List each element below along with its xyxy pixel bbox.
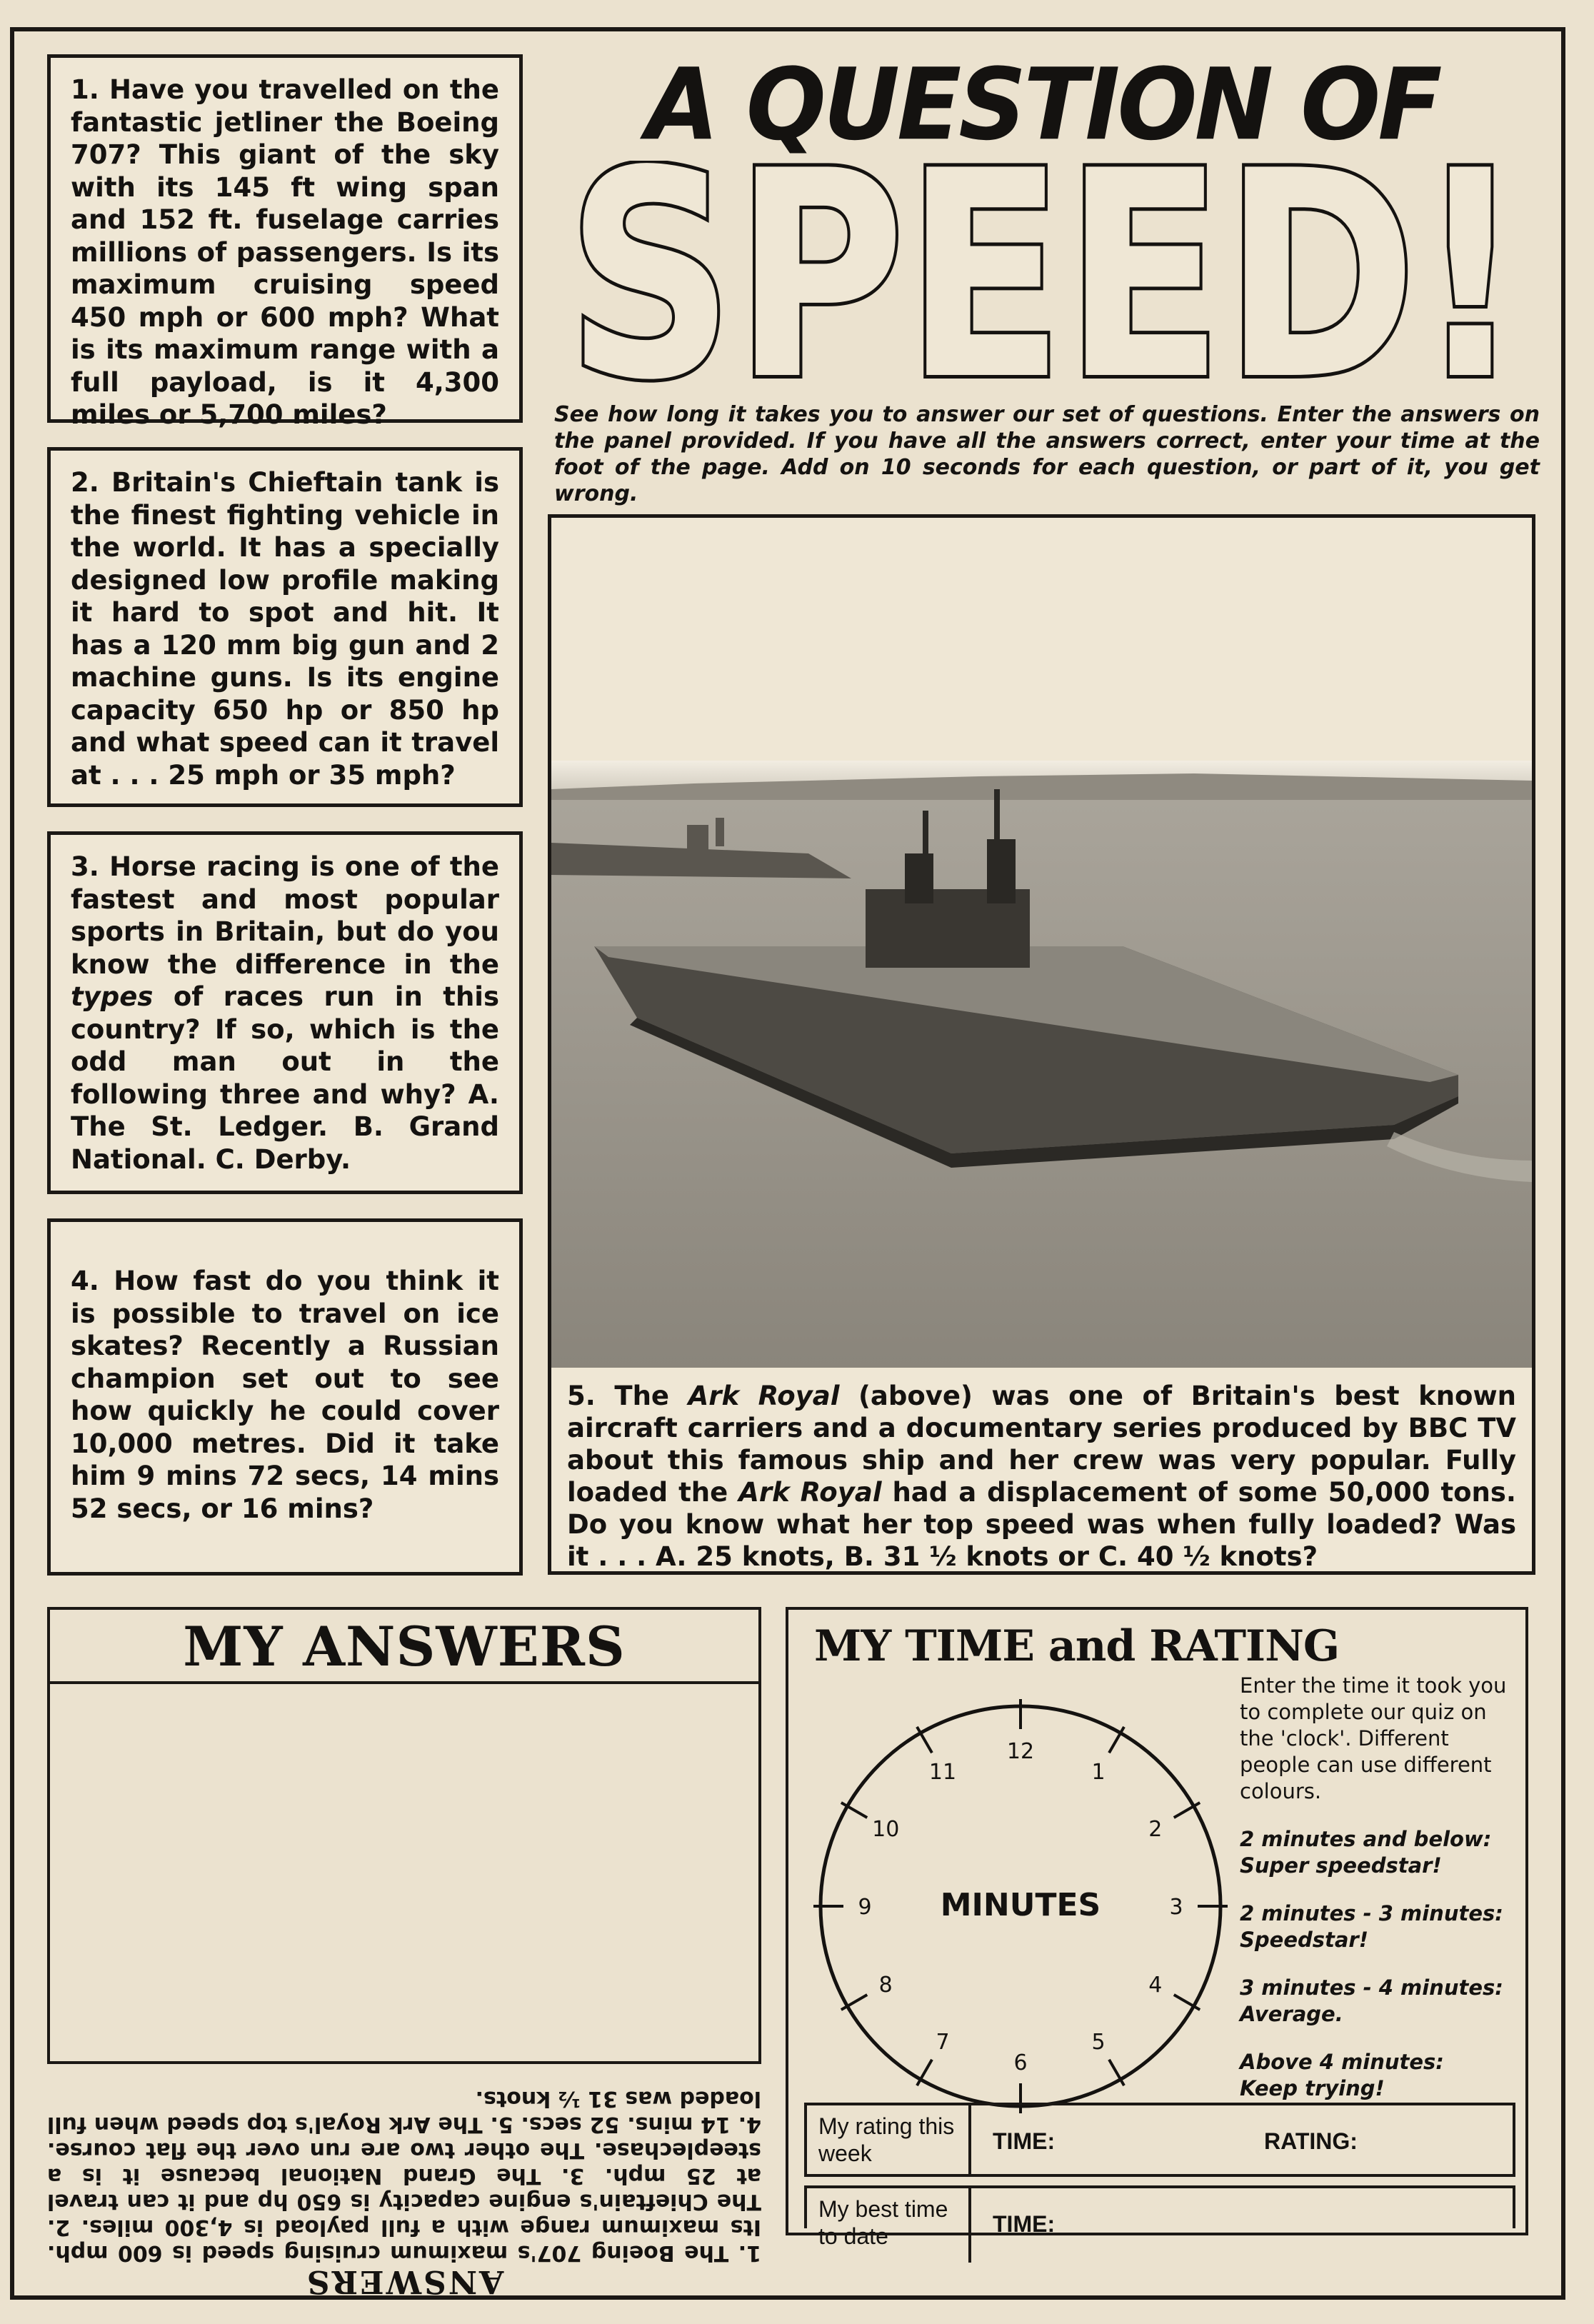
time-rating-box — [786, 1607, 1528, 2249]
clock-number: 5 — [1091, 2029, 1106, 2055]
speed-title-text: SPEED! — [566, 161, 1523, 396]
rating-title: MY TIME and RATING — [814, 1621, 1340, 1671]
clock-number: 10 — [872, 1817, 900, 1842]
clock-label: MINUTES — [940, 1887, 1101, 1923]
question-4-box — [47, 1218, 523, 1576]
best-time-label: My best time to date — [807, 2188, 971, 2263]
clock-number: 7 — [936, 2029, 950, 2055]
rating-row-this-week[interactable] — [804, 2103, 1515, 2177]
time-field-label: TIME: — [993, 2128, 1056, 2154]
answers-text: 1. The Boeing 707's maximum cruising speed is 600 mph. Its maximum range with a full payload is 4,300 miles. 2. The Chieftain's engine capacity is 650 hp and it can travel at 25 mph. 3. The Grand National because it is a steeplechase. The other two are run over the flat course. 4. 14 mins. 52 secs. 5. The Ark Royal's top speed when full loaded was 31 ½ knots. — [47, 2086, 761, 2265]
minutes-clock — [810, 1696, 1231, 2117]
clock-number: 8 — [878, 1973, 893, 1998]
question-4-text: 4. How fast do you think it is possible to travel on ice skates? Recently a Russian champion set out to see how quickly he could cover 10,000 metres. Did it take him 9 mins 72 secs, 14 mins 52 secs, or 16 mins? — [71, 1266, 499, 1524]
question-1-box — [47, 54, 523, 430]
rating-instructions: Enter the time it took you to complete our quiz on the 'clock'. Different people can use different colours. 2 minutes and below: Super speedstar! 2 minutes - 3 minutes: Speedstar! 3 minutes - 4 minutes: Average. Above 4 minutes: Keep trying! — [1240, 1673, 1511, 2102]
intro-text: See how long it takes you to answer our set of questions. Enter the answers on the panel provided. If you have all the answers correct, enter your time at the foot of the page. Add on 10 seconds for each question, or part of it, you get wrong. — [554, 402, 1540, 506]
ark-royal-photo — [551, 518, 1532, 1368]
best-time-field-label: TIME: — [993, 2211, 1056, 2237]
rating-level-2: 2 minutes - 3 minutes: Speedstar! — [1240, 1901, 1503, 1952]
title-line-1: A QUESTION OF — [646, 47, 1440, 163]
clock-number: 3 — [1169, 1895, 1183, 1920]
clock-number: 11 — [928, 1760, 957, 1785]
clock-number: 2 — [1148, 1817, 1163, 1842]
my-answers-title: MY ANSWERS — [50, 1610, 758, 1684]
rating-level-3: 3 minutes - 4 minutes: Average. — [1240, 1975, 1503, 2026]
clock-number: 1 — [1091, 1760, 1106, 1785]
question-3-box — [47, 831, 523, 1194]
best-time-row[interactable] — [804, 2185, 1515, 2249]
rating-level-4: Above 4 minutes: Keep trying! — [1240, 2050, 1444, 2100]
rating-field-label: RATING: — [1264, 2128, 1358, 2154]
photo-question-5-box — [548, 514, 1535, 1575]
clock-number: 6 — [1013, 2050, 1028, 2075]
clock-number: 9 — [858, 1895, 872, 1920]
my-answers-box[interactable] — [47, 1607, 761, 2064]
clock-number: 4 — [1148, 1973, 1163, 1998]
rating-level-1: 2 minutes and below: Super speedstar! — [1240, 1827, 1492, 1878]
answers-heading: ANSWERS — [304, 2263, 504, 2300]
question-2-box — [47, 447, 523, 807]
clock-number: 12 — [1006, 1739, 1035, 1764]
question-1-text: 1. Have you travelled on the fantastic jetliner the Boeing 707? This giant of the sky with its 145 ft wing span and 152 ft. fuselage carries millions of passengers. Is its maximum cruising speed 450 mph or 600 mph? What is its maximum range with a full payload, is it 4,300 miles or 5,700 miles? — [71, 74, 499, 430]
question-3-text: 3. Horse racing is one of the fastest and most popular sports in Britain, but do you know the difference in the types of races run in this country? If so, which is the odd man out in the following three and why? A. The St. Ledger. B. Grand National. C. Derby. — [71, 851, 499, 1175]
question-2-text: 2. Britain's Chieftain tank is the finest fighting vehicle in the world. It has a specially designed low profile making it hard to spot and hit. It has a 120 mm big gun and 2 machine guns. Is its engine capacity 650 hp or 850 hp and what speed can it travel at . . . 25 mph or 35 mph? — [71, 467, 499, 791]
rating-row-label: My rating this week — [807, 2105, 971, 2174]
upside-down-answers — [47, 2065, 761, 2300]
question-5-text: 5. The Ark Royal (above) was one of Britain's best known aircraft carriers and a documentary series produced by BBC TV about this famous ship and her crew was very popular. Fully loaded the Ark Royal had a displacement of some 50,000 tons. Do you know what her top speed was when fully loaded? Was it . . . A. 25 knots, B. 31 ½ knots or C. 40 ½ knots? — [567, 1381, 1516, 1572]
speed-title — [556, 161, 1534, 396]
